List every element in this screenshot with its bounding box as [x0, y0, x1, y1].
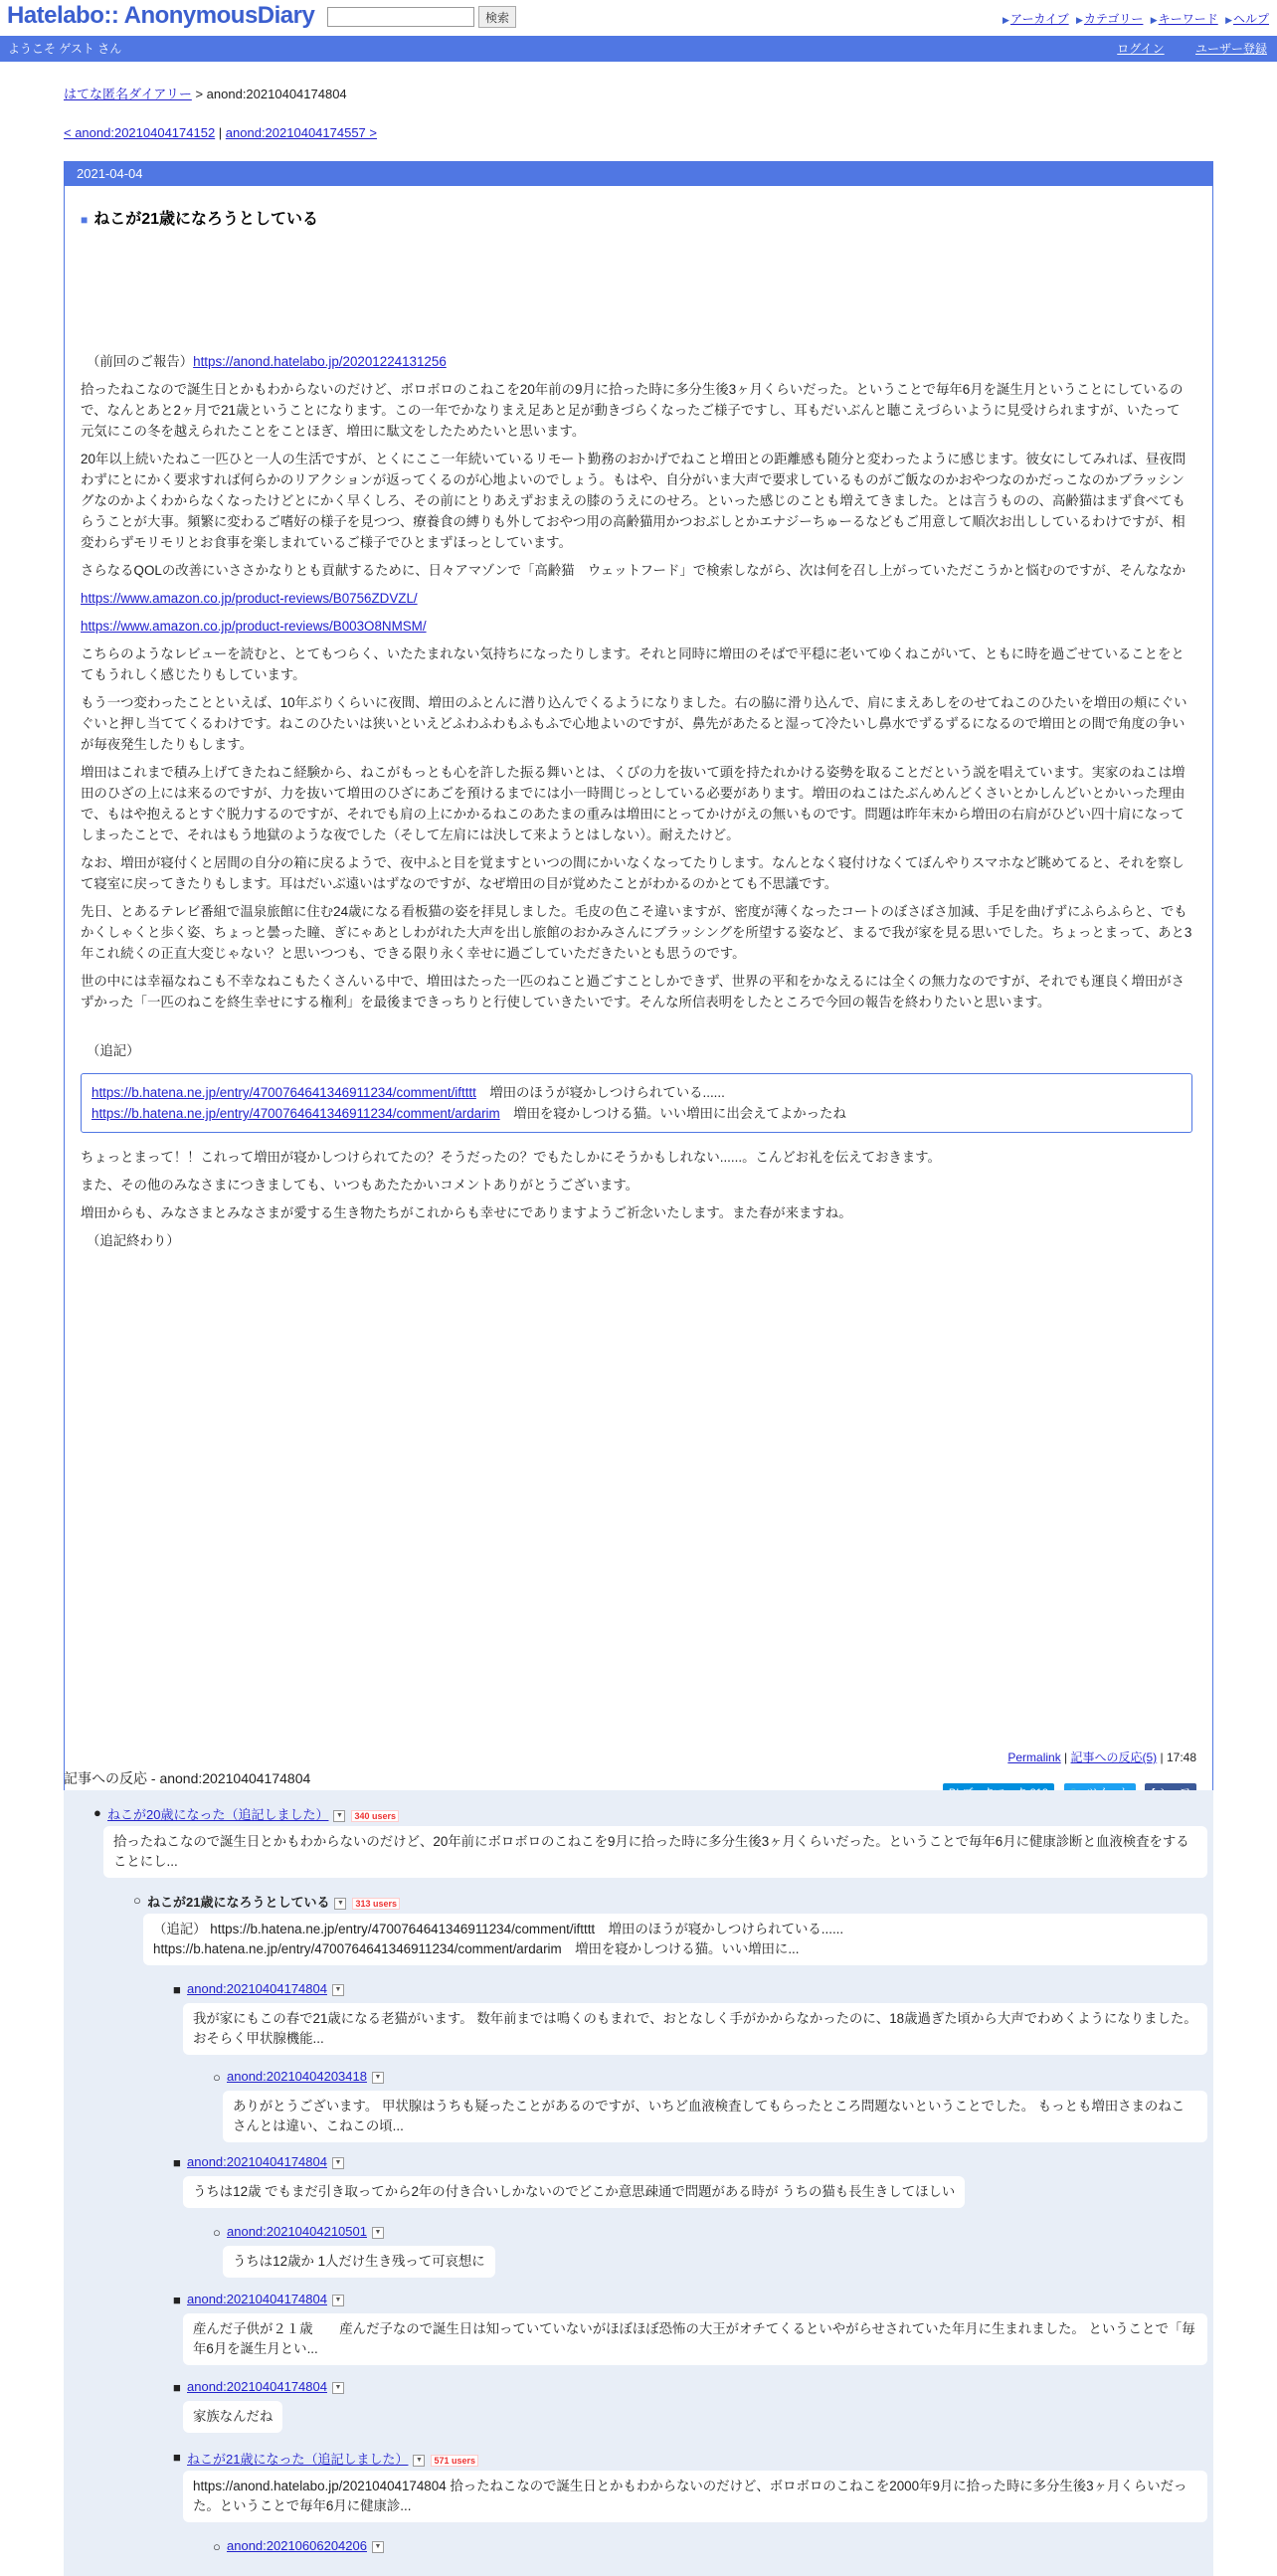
nav-keyword[interactable]: キーワード [1158, 12, 1218, 26]
reaction-excerpt: 家族なんだね [183, 2401, 282, 2433]
top-bar [0, 0, 1277, 36]
bookmark-comment-link[interactable]: https://b.hatena.ne.jp/entry/4700764641346911234/comment/ardarim [91, 1106, 500, 1121]
chevron-down-icon[interactable]: ▼ [333, 1810, 345, 1822]
reactions-tree [64, 1790, 1213, 2576]
reaction-excerpt: 拾ったねこなので誕生日とかもわからないのだけど、20年前にボロボロのこねこを9月に拾った時に多分生後3ヶ月くらいだった。ということで毎年6月に健康診断と血液検査をすることにし... [103, 1826, 1207, 1878]
paragraph: 20年以上続いたねこ一匹ひと一人の生活ですが、とくにここ一年続いているリモート勤務のおかげでねこと増田との距離感も随分と変わったように感じます。彼女にしてみれば、昼夜問わずにとにかく要求すれば何らかのリアクションが返ってくるのが心地よいのでしょう。もはや、自分がいま大声で要求しているものがご飯なのかおやつなのかだっこなのかブラッシングなのかよくわからなくなったけどとにかく早くしろ、その前にとりあえずおまえの膝のうえにのせろ。といった感じのことも増えてきました。とは言うものの、高齢猫はまず食べてもらうことが大事。頻繁に変わるご嗜好の様子を見つつ、療養食の縛りも外しておやつ用の高齢猫用かつおぶしとかエナジーちゅーるなどもご用意して順次お出ししているわけですが、相変わらずモリモリとお食事を楽しまれているご様子でひとまずほっとしています。 [81, 452, 1186, 550]
reaction-title-link[interactable]: ねこが20歳になった（追記しました） [107, 1807, 329, 1822]
reaction-item [213, 2069, 384, 2085]
nav-archive[interactable]: アーカイブ [1009, 12, 1069, 26]
chevron-down-icon[interactable]: ▼ [332, 2382, 344, 2394]
chevron-down-icon[interactable]: ▼ [334, 1898, 346, 1910]
reaction-item [173, 2379, 344, 2395]
comment-text: 増田を寝かしつける猫。いい増田に出会えてよかったね [499, 1106, 846, 1121]
welcome-text: ようこそ ゲスト さん [8, 42, 122, 56]
bullet-icon: ■ [173, 2450, 181, 2465]
bullet-icon: ■ [173, 2293, 181, 2307]
bullet-icon: ○ [213, 2539, 221, 2554]
bookmark-comment-link[interactable]: https://b.hatena.ne.jp/entry/4700764641346911234/comment/iftttt [91, 1085, 476, 1100]
reaction-excerpt: 産んだ子供が２１歳 産んだ子なので誕生日は知っていていないがほぼほぼ恐怖の大王がオチてくるといやがらせされていた年月に生まれました。 ということで「毎年6月を誕生月とい... [183, 2313, 1207, 2365]
entry-box [64, 161, 1213, 1814]
breadcrumb [64, 84, 347, 102]
bullet-icon: ○ [213, 2070, 221, 2085]
reaction-item [133, 1892, 400, 1911]
prev-report-link[interactable]: https://anond.hatelabo.jp/20201224131256 [193, 354, 447, 369]
reaction-item [213, 2224, 384, 2240]
reaction-item [173, 1981, 344, 1997]
paragraph: 増田はこれまで積み上げてきたねこ経験から、ねこがもっとも心を許した振る舞いとは、くびの力を抜いて頭を持たれかける姿勢を取ることだという説を唱えています。実家のねこは増田のひざの上には来るのですが、力を抜いて増田のひざにあごを預けるまでには小一時間じっとしている必要があります。増田のねこはたぶんめんどくさいとかしんどいとかいった理由で、もはや抱えるとすぐ脱力するのですが、それでも肩の上にかかるねこのあたまの重みは増田にとってかけがえの無いものです。問題は昨年末から増田の右肩がひどい四十肩になってしまったことで、それはもう地獄のような夜でした（そして左肩には決して来ようとはしない）。耐えたけど。 [81, 765, 1186, 842]
reaction-title-link[interactable]: anond:20210404174804 [187, 2154, 327, 2169]
reactions-count-link[interactable]: 記事への反応(5) [1070, 1750, 1158, 1764]
bullet-icon: ■ [173, 2155, 181, 2170]
prev-report-label: （前回のご報告） [87, 354, 194, 369]
paragraph: 世の中には幸福なねこも不幸なねこもたくさんいる中で、増田はたった一匹のねこと過ごすことしかできず、世界の平和をかなえるには全くの無力なのですが、それでも運良く増田がさずかった「一匹のねこを終生幸せにする権利」を最後まできっちりと行使していきたいです。そんな所信表明をしたところで今回の報告を終わりたいと思います。 [81, 974, 1186, 1010]
arrow-icon: ▶ [1003, 15, 1009, 25]
permalink[interactable]: Permalink [1007, 1750, 1061, 1764]
paragraph: こちらのようなレビューを読むと、とてもつらく、いたたまれない気持ちになったりします。それと同時に増田のそばで平穏に老いてゆくねこがいて、ともに時を過ごせていることをとてもうれしく感じたりもしています。 [81, 646, 1185, 682]
arrow-icon: ▶ [1225, 15, 1232, 25]
bookmark-users-badge[interactable]: 313 users [352, 1898, 400, 1910]
bookmark-users-badge[interactable]: 340 users [351, 1810, 399, 1822]
paragraph: なお、増田が寝付くと居間の自分の箱に戻るようで、夜中ふと目を覚ますといつの間にかいなくなってたりします。なんとなく寝付けなくてぼんやりスマホなど眺めてると、それを察して寝室に戻ってきたりもします。耳はだいぶ遠いはずなのですが、なぜ増田の目が覚めたことがわかるのかとても不思議です。 [81, 855, 1185, 891]
chevron-down-icon[interactable]: ▼ [332, 2157, 344, 2169]
paragraph: 増田からも、みなさまとみなさまが愛する生き物たちがこれからも幸せにでありますようご祈念いたします。また春が来ますね。 [81, 1205, 852, 1220]
reaction-title-link[interactable]: ねこが21歳になった（追記しました） [187, 2452, 409, 2467]
chevron-down-icon[interactable]: ▼ [372, 2227, 384, 2239]
reaction-item [173, 2449, 478, 2468]
register-link[interactable]: ユーザー登録 [1194, 42, 1267, 56]
paragraph: もう一つ変わったことといえば、10年ぶりくらいに夜間、増田のふとんに潜り込んでくるようになりました。右の脇に滑り込んで、肩にまえあしをのせてねこのひたいを増田の頬にぐいぐいと押し当ててくるわけです。ねこのひたいは狭いといえどふわふわもふもふで心地よいのですが、鼻先があたると湿って冷たいし鼻水でずるずるになるので増田との間で角度の争いが毎夜発生したりもします。 [81, 695, 1187, 752]
reactions-section [64, 1768, 1213, 2554]
bullet-icon: ■ [173, 2380, 181, 2395]
reaction-title-link[interactable]: anond:20210404174804 [187, 2292, 327, 2306]
welcome-bar [0, 36, 1277, 62]
entry-title [81, 206, 318, 229]
arrow-icon: ▶ [1075, 15, 1083, 25]
reaction-title-link[interactable]: anond:20210404174804 [187, 1981, 327, 1996]
reaction-title: ねこが21歳になろうとしている [147, 1895, 330, 1910]
login-link[interactable]: ログイン [1117, 42, 1165, 56]
pager-sep: | [215, 125, 226, 140]
breadcrumb-current: anond:20210404174804 [206, 87, 347, 101]
reaction-item [173, 2154, 344, 2170]
pager [64, 125, 377, 140]
paragraph: ちょっとまって！！これって増田が寝かしつけられてたの？そうだったの？でもたしかにそうかもしれない......。こんどお礼を伝えておきます。 [81, 1150, 941, 1165]
arrow-icon: ▶ [1150, 15, 1158, 25]
chevron-down-icon[interactable]: ▼ [372, 2072, 384, 2084]
paragraph: さらなるQOLの改善にいささかなりとも貢献するために、日々アマゾンで「高齢猫 ウェットフード」で検索しながら、次は何を召し上がっていただこうかと悩むのですが、そんななか [81, 563, 1186, 578]
chevron-down-icon[interactable]: ▼ [413, 2455, 425, 2467]
reaction-item [173, 2292, 344, 2307]
chevron-down-icon[interactable]: ▼ [332, 1984, 344, 1996]
breadcrumb-sep: > [191, 87, 207, 101]
amazon-link[interactable]: https://www.amazon.co.jp/product-reviews/B0756ZDVZL/ [81, 591, 418, 606]
addendum-quote [81, 1073, 1192, 1133]
entry-time: 17:48 [1166, 1750, 1196, 1764]
addendum-label: （追記） [87, 1043, 140, 1058]
amazon-link[interactable]: https://www.amazon.co.jp/product-reviews/B003O8NMSM/ [81, 619, 427, 634]
addendum-end: （追記終わり） [87, 1233, 180, 1248]
top-nav [999, 10, 1269, 27]
next-entry-link[interactable]: anond:20210404174557 > [225, 125, 377, 140]
comment-text: 増田のほうが寝かしつけられている...... [475, 1085, 725, 1100]
entry-body [81, 351, 1192, 1258]
reaction-excerpt: うちは12歳か 1人だけ生き残って可哀想に [223, 2246, 495, 2278]
breadcrumb-home[interactable]: はてな匿名ダイアリー [64, 87, 192, 101]
prev-entry-link[interactable]: < anond:20210404174152 [64, 125, 216, 140]
entry-footer: Permalink | 記事への反応(5) | 17:48 [1007, 1750, 1196, 1764]
reaction-title-link[interactable]: anond:20210606204206 [227, 2538, 367, 2553]
bullet-icon: ● [93, 1805, 101, 1820]
search-input[interactable] [327, 7, 474, 27]
reaction-excerpt: （追記） https://b.hatena.ne.jp/entry/4700764641346911234/comment/iftttt 増田のほうが寝かしつけられている...... https://b.hatena.ne.jp/entry/4700764641346911234/comment/ardarim 増田を寝かしつける猫。いい増田に... [143, 1914, 1207, 1965]
chevron-down-icon[interactable]: ▼ [372, 2541, 384, 2553]
bookmark-users-badge[interactable]: 571 users [431, 2455, 478, 2467]
nav-category[interactable]: カテゴリー [1083, 12, 1144, 26]
prev-report [87, 351, 1192, 372]
reaction-excerpt: ありがとうございます。 甲状腺はうちも疑ったことがあるのですが、いちど血液検査してもらったところ問題ないということでした。 もっとも増田さまのねこさんとは違い、こねこの頃... [223, 2091, 1207, 2142]
reaction-item [93, 1804, 399, 1823]
reaction-title-link[interactable]: anond:20210404210501 [227, 2224, 367, 2239]
paragraph: 拾ったねこなので誕生日とかもわからないのだけど、ボロボロのこねこを20年前の9月に拾った時に多分生後3ヶ月くらいだった。ということで毎年6月を誕生月ということにしているので、なんとあと2ヶ月で21歳ということになります。この一年でかなりまえ足あと足が動きづらくなったご様子ですし、耳もだいぶんと聴こえづらいように見受けられますが、いたって元気にこの冬を越えられたことをことほぎ、増田に駄文をしたためたいと思います。 [81, 382, 1184, 439]
search-button[interactable]: 検索 [478, 6, 516, 28]
bullet-icon: ■ [173, 1982, 181, 1997]
paragraph: また、その他のみなさまにつきましても、いつもあたたかいコメントありがとうございます。 [81, 1178, 639, 1193]
reaction-item [213, 2538, 384, 2554]
reaction-title-link[interactable]: anond:20210404203418 [227, 2069, 367, 2084]
paragraph: 先日、とあるテレビ番組で温泉旅館に住む24歳になる看板猫の姿を拝見しました。毛皮の色こそ違いますが、密度が薄くなったコートのぼさぼさ加減、手足を曲げずにふらふらと、でもかくしゃくと歩く姿、ちょっと曇った瞳、ぎにゃあとしわがれた大声を出し旅館のおかみさんにブラッシングを所望する姿など、まるで我が家を見る思いでした。ちょっとまって、あと3年これ続くの正直大変じゃない？と思いつつも、できる限り永く幸せに過ごしていただきたいとも思うのです。 [81, 904, 1192, 961]
site-logo[interactable]: Hatelabo:: AnonymousDiary [7, 2, 315, 29]
entry-date: 2021-04-04 [65, 162, 1212, 186]
square-icon[interactable]: ■ [81, 213, 89, 227]
bullet-icon: ○ [133, 1893, 141, 1908]
nav-help[interactable]: ヘルプ [1232, 12, 1269, 26]
bullet-icon: ○ [213, 2225, 221, 2240]
entry-title-text: ねこが21歳になろうとしている [93, 211, 319, 228]
reaction-excerpt: https://anond.hatelabo.jp/20210404174804 拾ったねこなので誕生日とかもわからないのだけど、ボロボロのこねこを2000年9月に拾った時に多分生後3ヶ月くらいだった。ということで毎年6月に健康診... [183, 2471, 1207, 2522]
reaction-excerpt: うちは12歳 でもまだ引き取ってから2年の付き合いしかないのでどこか意思疎通で問題がある時が うちの猫も長生きしてほしい [183, 2176, 965, 2208]
reaction-title-link[interactable]: anond:20210404174804 [187, 2379, 327, 2394]
chevron-down-icon[interactable]: ▼ [332, 2295, 344, 2306]
reaction-excerpt: 我が家にもこの春で21歳になる老猫がいます。 数年前までは鳴くのもまれで、おとなしく手がかからなかったのに、18歳過ぎた頃から大声でわめくようになりました。おそらく甲状腺機能... [183, 2003, 1207, 2055]
reactions-heading: 記事への反応 - anond:20210404174804 [64, 1770, 311, 1786]
